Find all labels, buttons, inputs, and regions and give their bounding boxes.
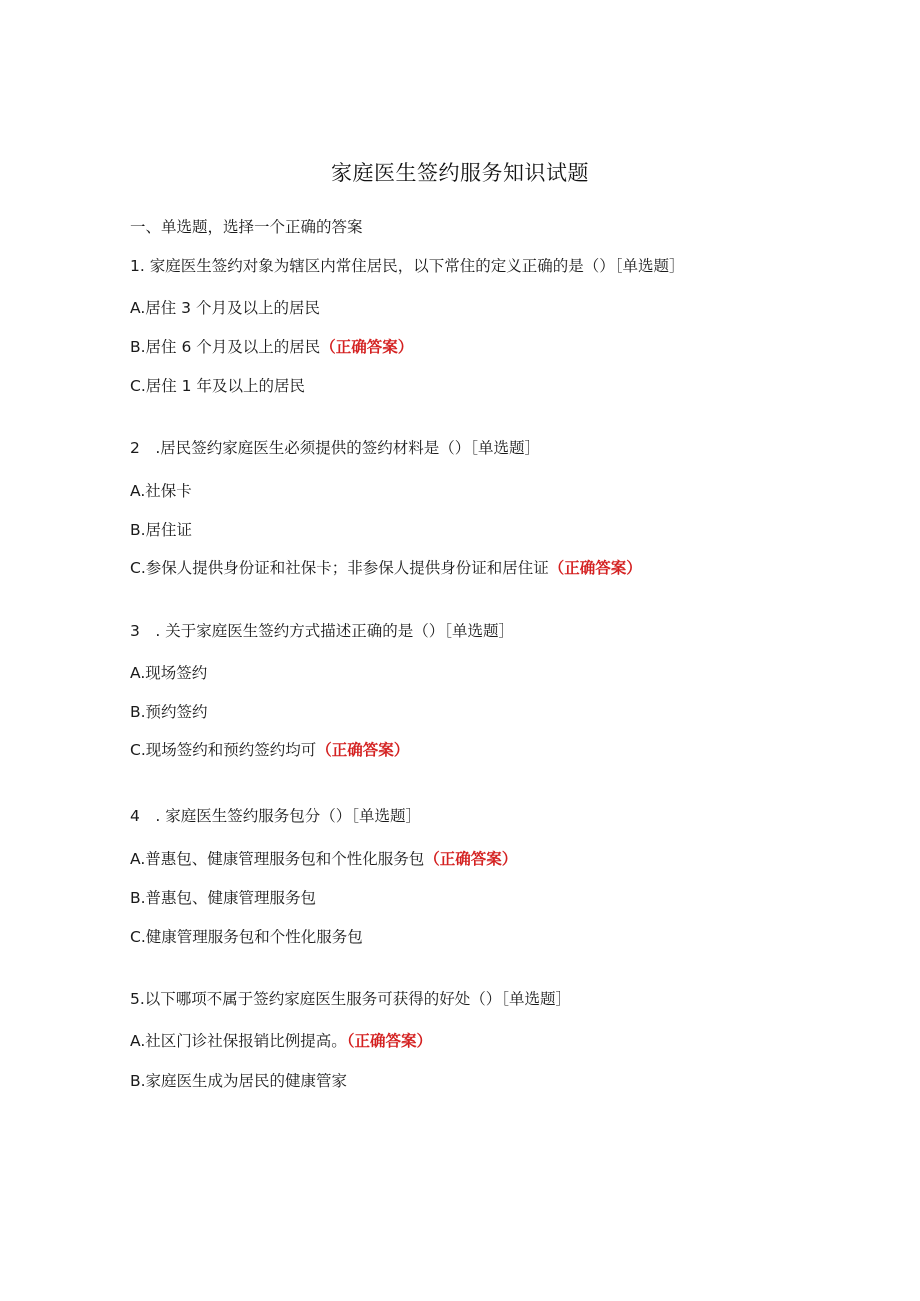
correct-answer-mark: （正确答案）	[320, 338, 414, 356]
question-5-option-a	[130, 1031, 432, 1051]
option-text: A.普惠包、健康管理服务包和个性化服务包	[130, 850, 425, 868]
option-text: B.普惠包、健康管理服务包	[130, 889, 317, 907]
option-text: B.居住 6 个月及以上的居民	[130, 338, 321, 356]
section-heading: 一、单选题，选择一个正确的答案	[130, 218, 363, 236]
option-text: B.家庭医生成为居民的健康管家	[130, 1072, 348, 1090]
question-5-option-b	[130, 1071, 347, 1091]
correct-answer-mark: （正确答案）	[548, 559, 642, 577]
correct-answer-mark: （正确答案）	[316, 741, 410, 759]
option-text: A.现场签约	[130, 664, 208, 682]
option-text: A.社保卡	[130, 482, 192, 500]
question-1-option-a	[130, 298, 320, 318]
question-4-option-b	[130, 888, 316, 908]
question-4-option-c	[130, 927, 363, 947]
question-4-stem: 4 . 家庭医生签约服务包分（）［单选题］	[130, 807, 421, 825]
question-1-option-c	[130, 376, 305, 396]
option-text: A.社区门诊社保报销比例提高。	[130, 1032, 347, 1050]
correct-answer-mark: （正确答案）	[346, 1032, 433, 1050]
question-3-option-b	[130, 702, 208, 722]
option-text: C.居住 1 年及以上的居民	[130, 377, 305, 395]
question-2-option-c	[130, 558, 642, 578]
question-1-option-b	[130, 337, 413, 357]
document-title: 家庭医生签约服务知识试题	[331, 161, 589, 185]
option-text: C.参保人提供身份证和社保卡；非参保人提供身份证和居住证	[130, 559, 549, 577]
question-3-option-c	[130, 740, 409, 760]
question-3-stem: 3 . 关于家庭医生签约方式描述正确的是（）［单选题］	[130, 622, 514, 640]
option-text: C.现场签约和预约签约均可	[130, 741, 317, 759]
question-4-option-a	[130, 849, 517, 869]
option-text: B.预约签约	[130, 703, 208, 721]
correct-answer-mark: （正确答案）	[424, 850, 518, 868]
question-1-stem: 1. 家庭医生签约对象为辖区内常住居民，以下常住的定义正确的是（）［单选题］	[130, 257, 685, 275]
question-3-option-a	[130, 663, 207, 683]
option-text: B.居住证	[130, 521, 193, 539]
option-text: A.居住 3 个月及以上的居民	[130, 299, 320, 317]
question-2-option-b	[130, 520, 192, 540]
question-2-option-a	[130, 481, 192, 501]
question-2-stem: 2 .居民签约家庭医生必须提供的签约材料是（）［单选题］	[130, 439, 541, 457]
option-text: C.健康管理服务包和个性化服务包	[130, 928, 363, 946]
question-5-stem: 5.以下哪项不属于签约家庭医生服务可获得的好处（）［单选题］	[130, 990, 572, 1008]
